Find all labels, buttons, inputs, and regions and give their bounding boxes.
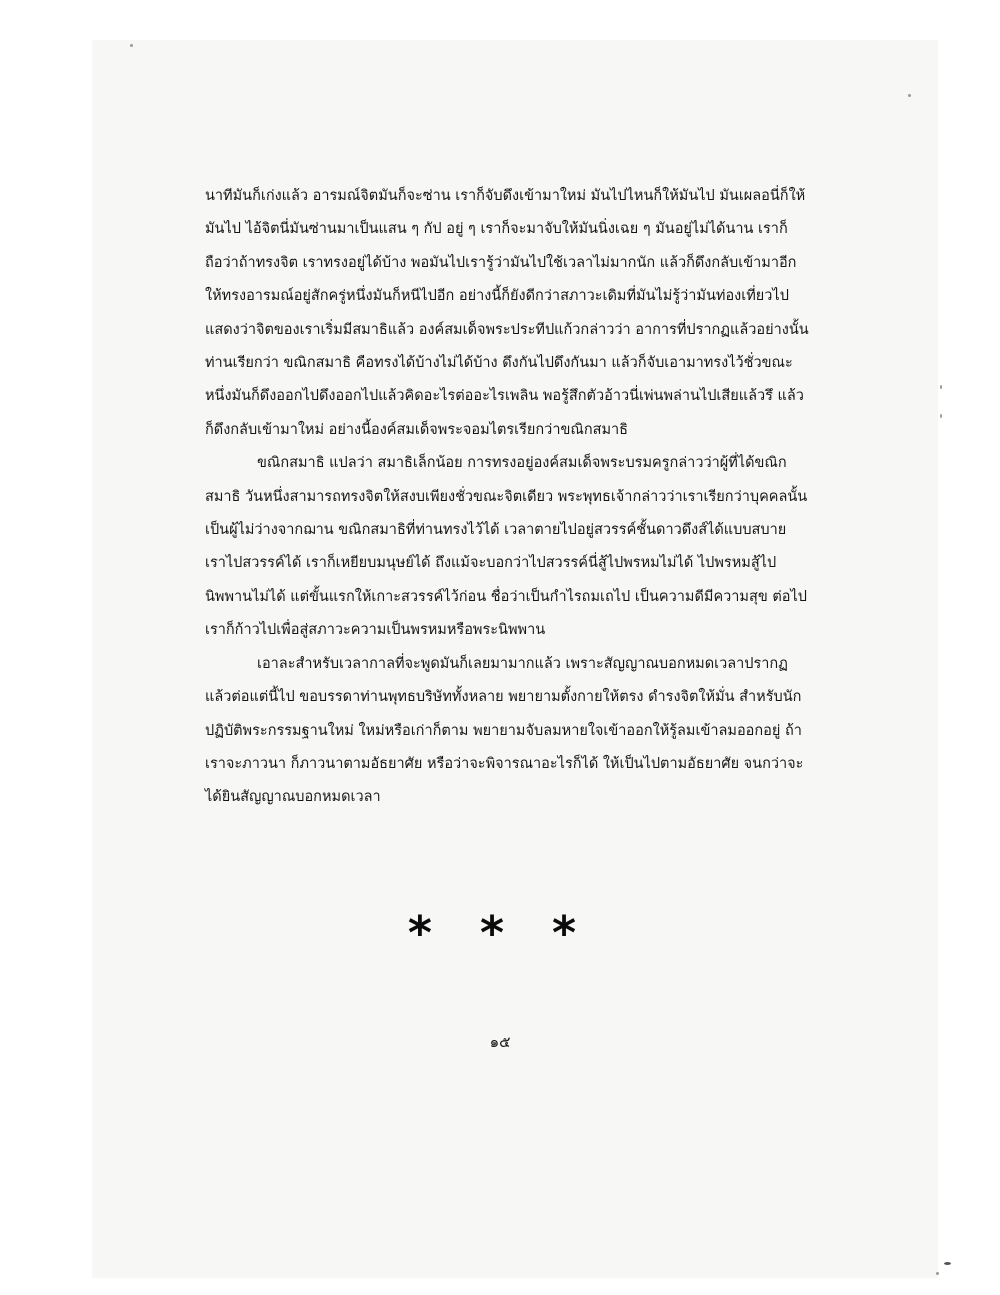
paragraph: เอาละสำหรับเวลากาลที่จะพูดมันก็เลยมามากแล้ว เพราะสัญญาณบอกหมดเวลาปรากฏแล้วต่อแต่นี้ไป ขอบรรดาท่านพุทธบริษัททั้งหลาย พยายามตั้งกายให้ตรง ดำรงจิตให้มั่น สำหรับนักปฏิบัติพระกรรมฐานใหม่ ใหม่หรือเก่าก็ตาม พยายามจับลมหายใจเข้าออกให้รู้ลมเข้าลมออกอยู่ ถ้าเราจะภาวนา ก็ภาวนาตามอัธยาศัย หรือว่าจะพิจารณาอะไรก็ได้ ให้เป็นไปตามอัธยาศัย จนกว่าจะได้ยินสัญญาณบอกหมดเวลา: [205, 655, 804, 806]
scan-speck: [908, 94, 911, 97]
section-break-asterisks: * * *: [407, 906, 593, 960]
body-text: [205, 180, 810, 815]
paragraph: นาทีมันก็เก่งแล้ว อารมณ์จิตมันก็จะซ่าน เราก็จับดึงเข้ามาใหม่ มันไปไหนก็ให้มันไป มันเผลอนี่ก็ให้มันไป ไอ้จิตนี่มันซ่านมาเป็นแสน ๆ กัป อยู่ ๆ เราก็จะมาจับให้มันนิ่งเฉย ๆ มันอยู่ไม่ได้นาน เราก็ถือว่าถ้าทรงจิต เราทรงอยู่ได้บ้าง พอมันไปเรารู้ว่ามันไปใช้เวลาไม่มากนัก แล้วก็ดึงกลับเข้ามาอีกให้ทรงอารมณ์อยู่สักครู่หนึ่งมันก็หนีไปอีก อย่างนี้ก็ยังดีกว่าสภาวะเดิมที่มันไม่รู้ว่ามันท่องเที่ยวไป แสดงว่าจิตของเราเริ่มมีสมาธิแล้ว องค์สมเด็จพระประทีปแก้วกล่าวว่า อาการที่ปรากฏแล้วอย่างนั้นท่านเรียกว่า ขณิกสมาธิ คือทรงได้บ้างไม่ได้บ้าง ดึงกันไปดึงกันมา แล้วก็จับเอามาทรงไว้ชั่วขณะหนึ่งมันก็ดึงออกไปดึงออกไปแล้วคิดอะไรต่ออะไรเพลิน พอรู้สึกตัวอ้าวนี่เพ่นพล่านไปเสียแล้วรึ แล้วก็ดึงกลับเข้ามาใหม่ อย่างนี้องค์สมเด็จพระจอมไตรเรียกว่าขณิกสมาธิ: [205, 188, 809, 438]
scan-speck: [130, 44, 133, 47]
paragraph: ขณิกสมาธิ แปลว่า สมาธิเล็กน้อย การทรงอยู่องค์สมเด็จพระบรมครูกล่าวว่าผู้ที่ได้ขณิกสมาธิ วันหนึ่งสามารถทรงจิตให้สงบเพียงชั่วขณะจิตเดียว พระพุทธเจ้ากล่าวว่าเราเรียกว่าบุคคลนั้นเป็นผู้ไม่ว่างจากฌาน ขณิกสมาธิที่ท่านทรงไว้ได้ เวลาตายไปอยู่สวรรค์ชั้นดาวดึงส์ได้แบบสบาย เราไปสวรรค์ได้ เราก็เหยียบมนุษย์ได้ ถึงแม้จะบอกว่าไปสวรรค์นี่สู้ไปพรหมไม่ได้ ไปพรหมสู้ไปนิพพานไม่ได้ แต่ขั้นแรกให้เกาะสวรรค์ไว้ก่อน ชื่อว่าเป็นกำไรถมเถไป เป็นความดีมีความสุข ต่อไปเราก็ก้าวไปเพื่อสู่สภาวะความเป็นพรหมหรือพระนิพพาน: [205, 455, 808, 639]
scan-speck: [936, 1272, 939, 1275]
scan-speck: [940, 414, 942, 418]
scan-speck: [940, 385, 942, 389]
scan-speck: [944, 1262, 951, 1265]
page-number: ๑๕: [489, 1033, 511, 1051]
